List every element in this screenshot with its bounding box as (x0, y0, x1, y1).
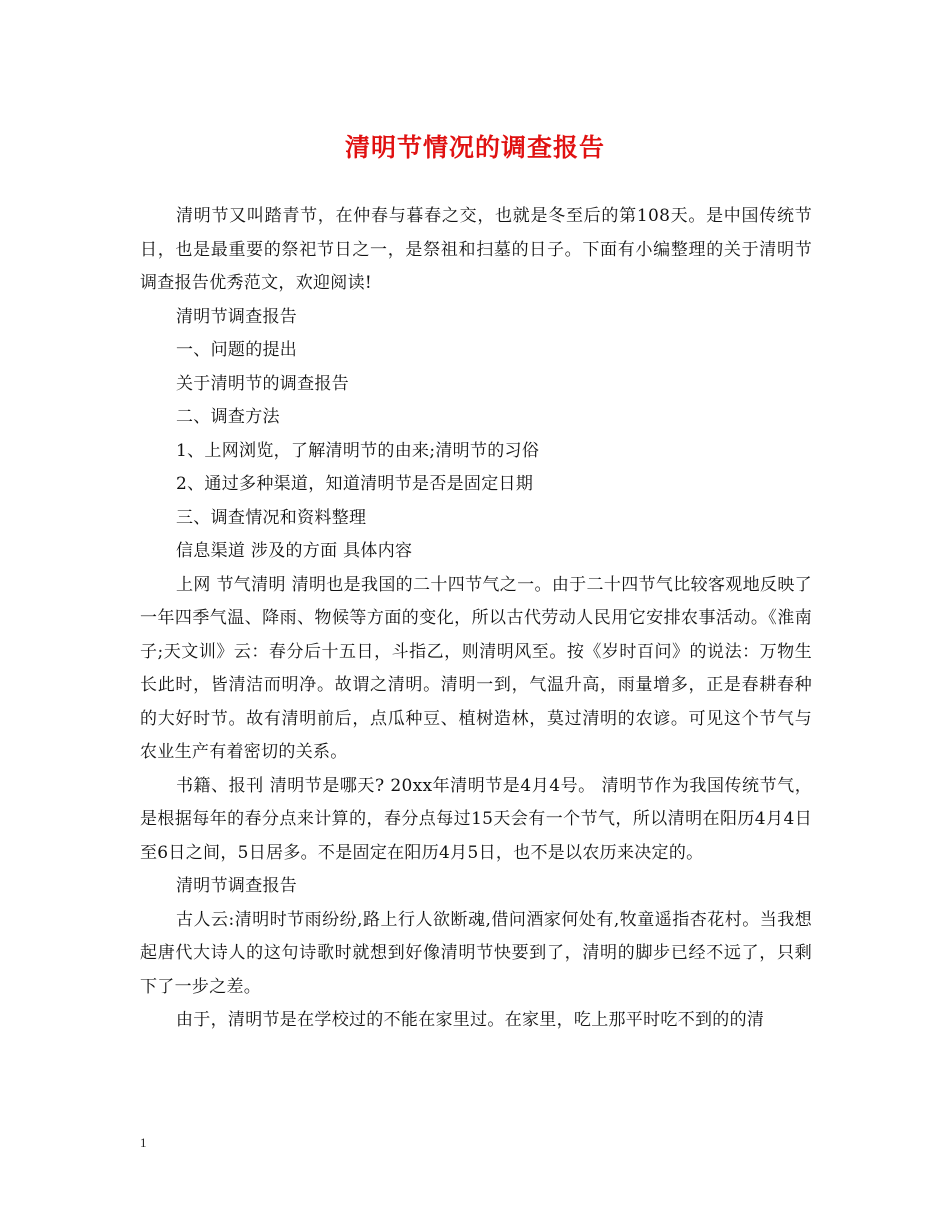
paragraph-books: 书籍、报刊 清明节是哪天? 20xx年清明节是4月4号。 清明节作为我国传统节气，是根据每年的春分点来计算的，春分点每过15天会有一个节气，所以清明在阳历4月4日至6日之间，5日居多。不是固定在阳历4月5日，也不是以农历来决定的。 (140, 775, 812, 863)
paragraph-section-1-text: 关于清明节的调查报告 (176, 373, 349, 394)
paragraph-method-2: 2、通过多种渠道，知道清明节是否是固定日期 (176, 474, 534, 494)
paragraph-internet: 上网 节气清明 清明也是我国的二十四节气之一。由于二十四节气比较客观地反映了一年四季气温、降雨、物候等方面的变化，所以古代劳动人民用它安排农事活动。《淮南子;天文训》云：春分后十五日，斗指乙，则清明风至。按《岁时百问》的说法：万物生长此时，皆清洁而明净。故谓之清明。清明一到，气温升高，雨量增多，正是春耕春种的大好时节。故有清明前后，点瓜种豆、植树造林，莫过清明的农谚。可见这个节气与农业生产有着密切的关系。 (140, 574, 812, 762)
paragraph-school: 由于，清明节是在学校过的不能在家里过。在家里，吃上那平时吃不到的的清 (176, 1010, 765, 1030)
document-body (140, 200, 812, 1038)
paragraph-intro: 清明节又叫踏青节，在仲春与暮春之交，也就是冬至后的第108天。是中国传统节日，也是最重要的祭祀节日之一，是祭祖和扫墓的日子。下面有小编整理的关于清明节调查报告优秀范文，欢迎阅读! (140, 206, 812, 293)
paragraph-section-3: 三、调查情况和资料整理 (176, 507, 367, 528)
paragraph-method-1: 1、上网浏览，了解清明节的由来;清明节的习俗 (176, 440, 540, 461)
paragraph-table-header: 信息渠道 涉及的方面 具体内容 (176, 541, 413, 561)
paragraph-heading-report-2: 清明节调查报告 (176, 876, 298, 896)
paragraph-poem: 古人云:清明时节雨纷纷,路上行人欲断魂,借问酒家何处有,牧童遥指杏花村。当我想起唐代大诗人的这句诗歌时就想到好像清明节快要到了，清明的脚步已经不远了，只剩下了一步之差。 (140, 909, 812, 997)
document-title: 清明节情况的调查报告 (344, 133, 605, 162)
paragraph-heading-report: 清明节调查报告 (176, 306, 298, 327)
paragraph-section-1: 一、问题的提出 (176, 340, 298, 360)
paragraph-section-2: 二、调查方法 (176, 407, 280, 427)
page-number: 1 (140, 1135, 147, 1150)
